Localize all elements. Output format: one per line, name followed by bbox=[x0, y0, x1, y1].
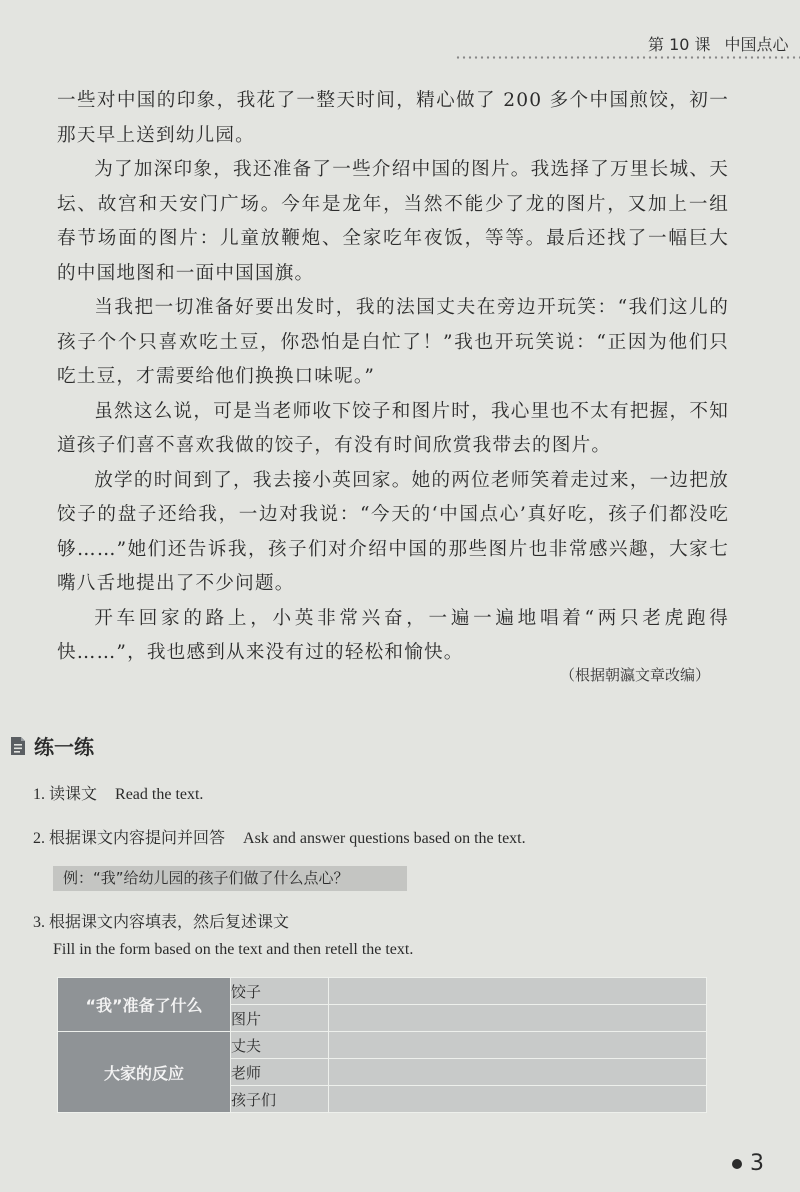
form-group-reactions: 大家的反应 bbox=[58, 1032, 231, 1113]
page-number bbox=[732, 1151, 764, 1176]
form-answer-cell[interactable] bbox=[329, 1032, 707, 1059]
exercise-en: Read the text. bbox=[115, 786, 204, 803]
passage-paragraph: 一些对中国的印象，我花了一整天时间，精心做了 200 多个中国煎饺，初一那天早上送到幼儿园。 bbox=[57, 90, 729, 146]
document-icon bbox=[10, 736, 26, 756]
header-dotted-rule bbox=[455, 56, 800, 59]
exercise-en: Ask and answer questions based on the text. bbox=[243, 830, 526, 847]
form-group-prepared: “我”准备了什么 bbox=[58, 978, 231, 1032]
passage-paragraph: 放学的时间到了，我去接小英回家。她的两位老师笑着走过来，一边把放饺子的盘子还给我，一边对我说：“今天的‘中国点心’真好吃，孩子们都没吃够……”她们还告诉我，孩子们对介绍中国的那些图片也非常感兴趣，大家七嘴八舌地提出了不少问题。 bbox=[57, 469, 729, 594]
example-question: 例：“我”给幼儿园的孩子们做了什么点心？ bbox=[53, 866, 407, 891]
passage-paragraph: 当我把一切准备好要出发时，我的法国丈夫在旁边开玩笑：“我们这儿的孩子个个只喜欢吃土豆，你恐怕是白忙了！”我也开玩笑说：“正因为他们只吃土豆，才需要给他们换换口味呢。” bbox=[57, 297, 729, 387]
section-title-text: 练一练 bbox=[34, 735, 94, 759]
source-attribution: （根据朝瀛文章改编） bbox=[559, 666, 710, 684]
passage-paragraph: 开车回家的路上，小英非常兴奋，一遍一遍地唱着“两只老虎跑得快……”，我也感到从来没有过的轻松和愉快。 bbox=[57, 607, 729, 663]
form-row-label: 丈夫 bbox=[231, 1032, 329, 1059]
exercise-section-title bbox=[10, 731, 94, 760]
bullet-dot-icon bbox=[732, 1159, 742, 1169]
form-row-label: 孩子们 bbox=[231, 1086, 329, 1113]
lesson-title: 中国点心 bbox=[724, 35, 789, 54]
running-header bbox=[648, 32, 789, 55]
fill-in-form bbox=[57, 977, 707, 1113]
exercise-item-1 bbox=[33, 781, 203, 804]
exercise-item-2 bbox=[33, 825, 526, 848]
form-answer-cell[interactable] bbox=[329, 978, 707, 1005]
form-answer-cell[interactable] bbox=[329, 1005, 707, 1032]
page-number-text: 3 bbox=[750, 1151, 764, 1176]
exercise-item-3-english: Fill in the form based on the text and then retell the text. bbox=[53, 941, 414, 958]
form-answer-cell[interactable] bbox=[329, 1059, 707, 1086]
exercise-item-3 bbox=[33, 909, 289, 932]
exercise-cn: 1. 读课文 bbox=[33, 786, 98, 803]
form-row-label: 老师 bbox=[231, 1059, 329, 1086]
form-answer-cell[interactable] bbox=[329, 1086, 707, 1113]
passage bbox=[57, 84, 729, 671]
exercise-cn: 2. 根据课文内容提问并回答 bbox=[33, 830, 226, 847]
lesson-number: 第 10 课 bbox=[648, 35, 711, 54]
exercise-cn: 3. 根据课文内容填表，然后复述课文 bbox=[33, 914, 290, 931]
form-row-label: 图片 bbox=[231, 1005, 329, 1032]
passage-paragraph: 虽然这么说，可是当老师收下饺子和图片时，我心里也不太有把握，不知道孩子们喜不喜欢我做的饺子，有没有时间欣赏我带去的图片。 bbox=[57, 400, 729, 456]
passage-paragraph: 为了加深印象，我还准备了一些介绍中国的图片。我选择了万里长城、天坛、故宫和天安门广场。今年是龙年，当然不能少了龙的图片，又加上一组春节场面的图片：儿童放鞭炮、全家吃年夜饭，等等。最后还找了一幅巨大的中国地图和一面中国国旗。 bbox=[57, 159, 729, 284]
form-row-label: 饺子 bbox=[231, 978, 329, 1005]
